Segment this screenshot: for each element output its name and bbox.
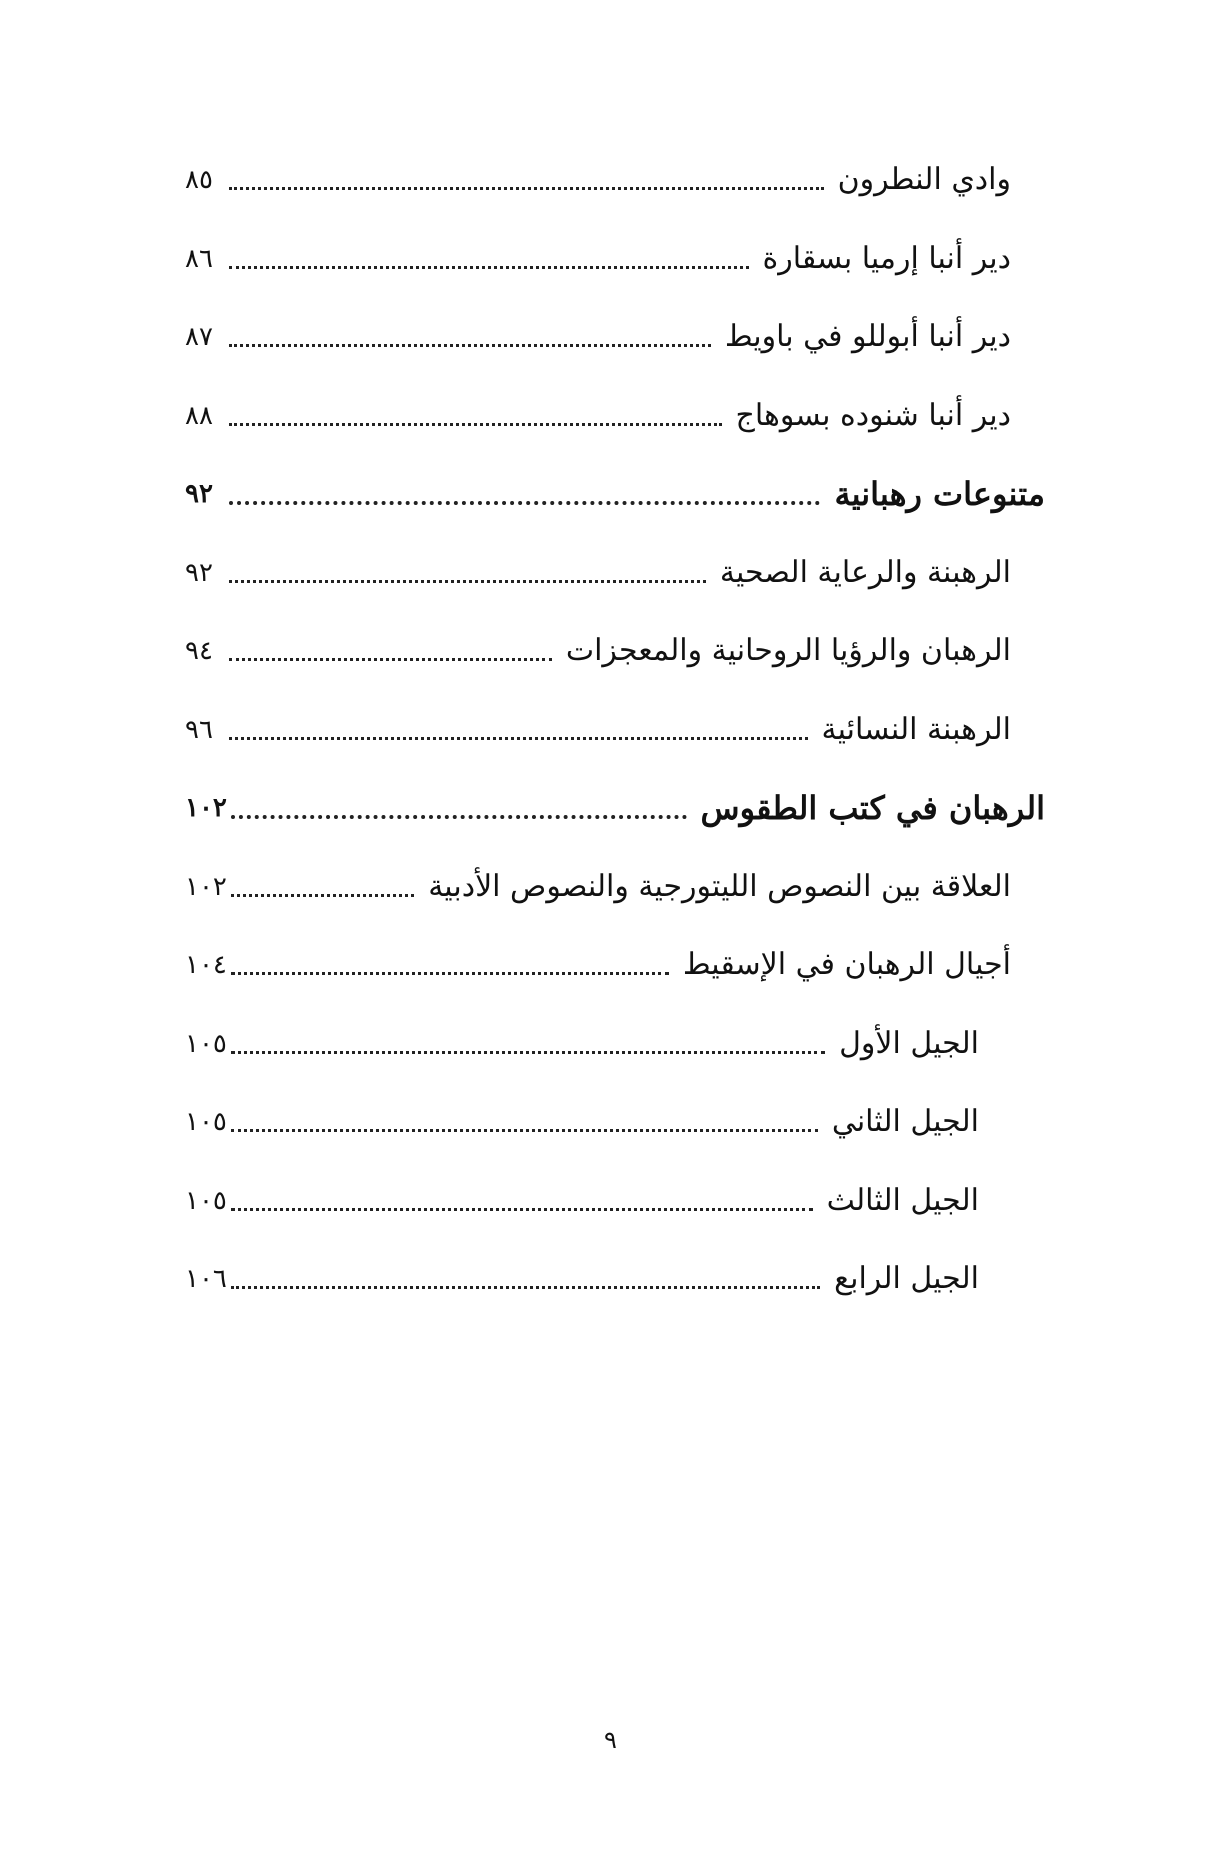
toc-dot-leader bbox=[229, 343, 711, 347]
toc-dot-leader bbox=[229, 736, 808, 740]
toc-entry bbox=[185, 317, 1011, 396]
toc-dot-leader bbox=[229, 186, 824, 190]
toc-dot-leader bbox=[229, 579, 706, 583]
toc-subentry-title: الجيل الرابع bbox=[834, 1261, 979, 1296]
toc-entry bbox=[185, 553, 1011, 632]
toc-dot-leader bbox=[229, 422, 722, 426]
toc-dot-leader bbox=[231, 1207, 813, 1211]
toc-subentry bbox=[185, 1181, 979, 1260]
toc-subentry-page: ١٠٥ bbox=[185, 1185, 227, 1216]
toc-entry-title: دير أنبا إرميا بسقارة bbox=[762, 240, 1011, 276]
toc-entry-title: الرهبنة والرعاية الصحية bbox=[719, 554, 1011, 590]
toc-entry-title: الرهبان والرؤيا الروحانية والمعجزات bbox=[565, 633, 1011, 668]
toc-chapter-page: ١٠٢ bbox=[185, 793, 227, 823]
toc-entry-page: ٩٤ bbox=[185, 636, 213, 666]
toc-subentry bbox=[185, 1102, 979, 1181]
toc-dot-leader bbox=[231, 814, 687, 819]
toc-subentry bbox=[185, 1259, 979, 1338]
toc-entry-title: دير أنبا شنوده بسوهاج bbox=[735, 397, 1011, 433]
toc-subentry-page: ١٠٦ bbox=[185, 1264, 227, 1294]
toc-entry-page: ٨٥ bbox=[185, 165, 213, 195]
toc-entry-title: وادي النطرون bbox=[837, 162, 1011, 197]
toc-subentry-page: ١٠٥ bbox=[185, 1028, 227, 1059]
toc-chapter-entry bbox=[185, 474, 1045, 553]
toc-entry bbox=[185, 710, 1011, 789]
toc-subentry-page: ١٠٥ bbox=[185, 1107, 227, 1137]
toc-entry-page: ٩٦ bbox=[185, 714, 213, 745]
toc-entry bbox=[185, 867, 1011, 946]
toc-subentry-title: الجيل الثاني bbox=[831, 1104, 979, 1139]
toc-entry bbox=[185, 945, 1011, 1024]
toc-dot-leader bbox=[229, 500, 820, 505]
toc-dot-leader bbox=[231, 971, 669, 975]
toc-entry-page: ٨٧ bbox=[185, 322, 213, 352]
toc-subentry-title: الجيل الثالث bbox=[826, 1182, 979, 1218]
toc-entry-page: ١٠٤ bbox=[185, 950, 227, 980]
toc-entry bbox=[185, 631, 1011, 710]
toc-chapter-page: ٩٢ bbox=[185, 479, 213, 509]
toc-entry-title: أجيال الرهبان في الإسقيط bbox=[682, 947, 1011, 982]
toc-dot-leader bbox=[229, 265, 749, 269]
toc-chapter-title: الرهبان في كتب الطقوس bbox=[700, 789, 1045, 827]
toc-subentry-title: الجيل الأول bbox=[839, 1025, 979, 1061]
toc-entry bbox=[185, 396, 1011, 475]
toc-chapter-entry bbox=[185, 788, 1045, 867]
toc-entry bbox=[185, 239, 1011, 318]
toc-subentry bbox=[185, 1024, 979, 1103]
toc-dot-leader bbox=[231, 893, 414, 897]
toc-dot-leader bbox=[231, 1128, 818, 1132]
toc-entry-title: العلاقة بين النصوص الليتورجية والنصوص الأدبية bbox=[428, 868, 1011, 904]
toc-dot-leader bbox=[231, 1050, 825, 1054]
toc-entry-page: ٩٢ bbox=[185, 557, 213, 588]
toc-dot-leader bbox=[229, 657, 552, 661]
table-of-contents bbox=[185, 160, 1045, 1338]
toc-entry-title: دير أنبا أبوللو في باويط bbox=[724, 319, 1011, 354]
page-number: ٩ bbox=[604, 1726, 617, 1754]
toc-entry-page: ٨٦ bbox=[185, 243, 213, 274]
toc-entry-title: الرهبنة النسائية bbox=[821, 711, 1011, 747]
toc-entry bbox=[185, 160, 1011, 239]
toc-dot-leader bbox=[231, 1285, 820, 1289]
toc-chapter-title: متنوعات رهبانية bbox=[834, 475, 1045, 513]
toc-entry-page: ٨٨ bbox=[185, 400, 213, 431]
toc-entry-page: ١٠٢ bbox=[185, 871, 227, 902]
